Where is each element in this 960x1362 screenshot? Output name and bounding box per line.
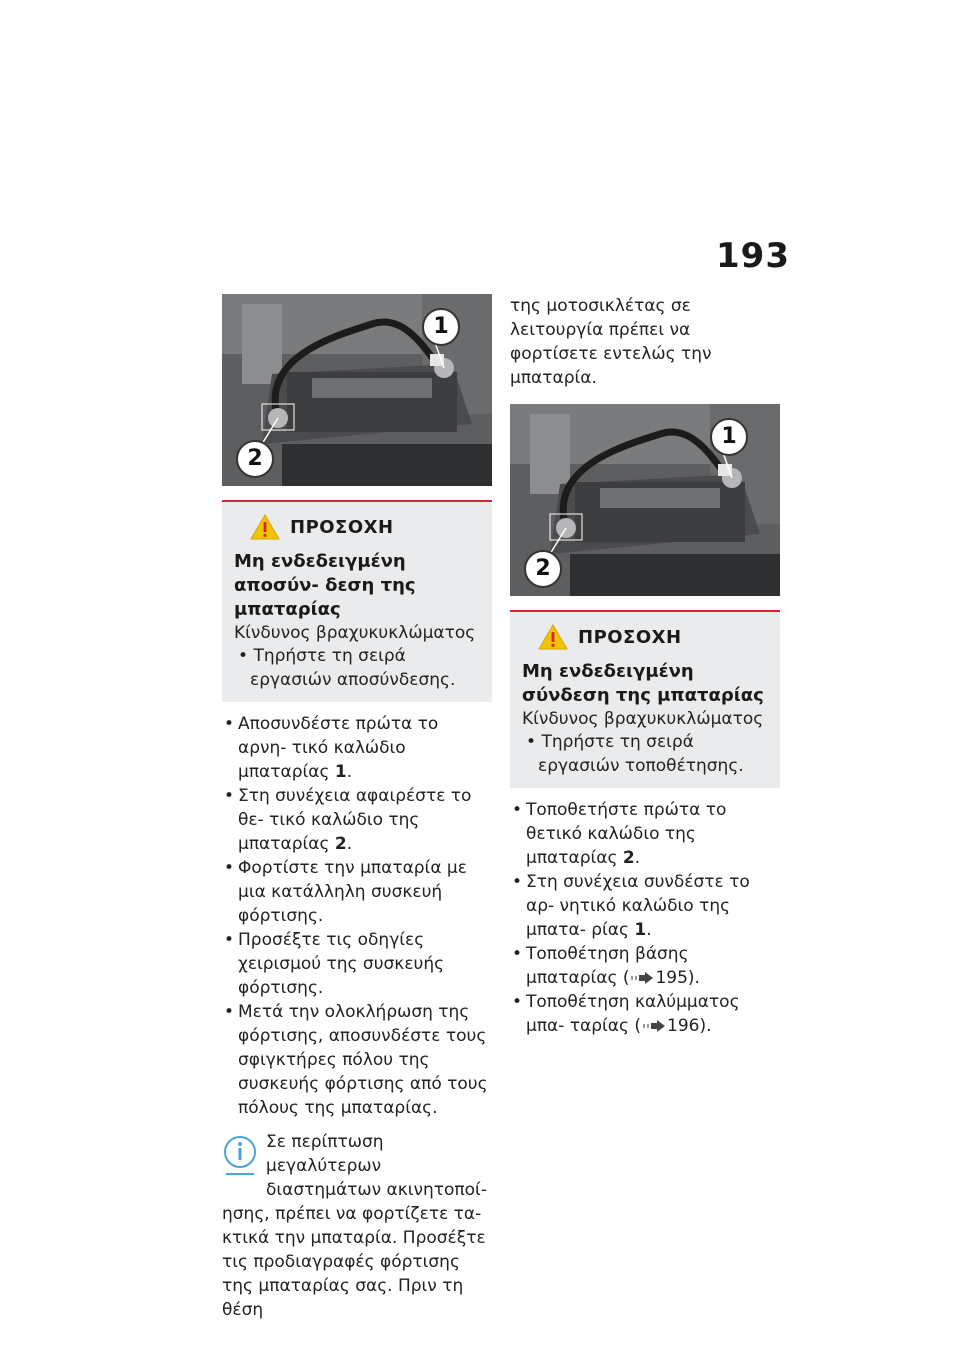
step-text: Τοποθέτηση βάσης μπαταρίας ( xyxy=(526,944,689,988)
left-column xyxy=(222,294,492,1322)
warning-title: ΠΡΟΣΟΧΗ xyxy=(578,626,682,648)
intro-text: της μοτοσικλέτας σε λειτουργία πρέπει να φορτίσετε εντελώς την μπαταρία. xyxy=(510,296,712,388)
callout-2: 2 xyxy=(236,440,274,478)
warning-step-text: Τηρήστε τη σειρά εργασιών αποσύνδεσης. xyxy=(250,646,456,690)
page-reference-link[interactable]: 195 xyxy=(655,968,688,988)
callout-1: 1 xyxy=(710,418,748,456)
warning-title: ΠΡΟΣΟΧΗ xyxy=(290,516,394,538)
list-item xyxy=(510,870,780,942)
list-item xyxy=(222,784,492,856)
warning-subtitle: Μη ενδεδειγμένη αποσύν- δεση της μπαταρίας xyxy=(234,551,416,620)
removal-steps-list xyxy=(222,712,492,1120)
list-item xyxy=(510,942,780,990)
step-text: Φορτίστε την μπαταρία με μια κατάλληλη συσκευή φόρτισης. xyxy=(238,858,467,926)
warning-header xyxy=(250,514,482,540)
step-text: Τοποθετήστε πρώτα το θετικό καλώδιο της μπαταρίας xyxy=(526,800,727,868)
list-item xyxy=(222,1000,492,1120)
page-reference-link[interactable]: 196 xyxy=(667,1016,700,1036)
warning-header xyxy=(538,624,770,650)
installation-steps-list xyxy=(510,798,780,1038)
page-number: 193 xyxy=(716,236,790,276)
battery-photo-installation xyxy=(510,404,780,596)
step-text: Μετά την ολοκλήρωση της φόρτισης, αποσυνδέστε τους σφιγκτήρες πόλου της συσκευής φόρτισης από τους πόλους της μπαταρίας. xyxy=(238,1002,488,1118)
list-item xyxy=(222,712,492,784)
list-item xyxy=(510,990,780,1038)
step-ref-number: 1 xyxy=(334,762,347,782)
list-item xyxy=(222,856,492,928)
list-item xyxy=(510,798,780,870)
step-ref-number: 2 xyxy=(334,834,347,854)
step-tail: . xyxy=(634,848,641,868)
warning-subtitle: Μη ενδεδειγμένη σύνδεση της μπαταρίας xyxy=(522,661,764,706)
step-ref-number: 1 xyxy=(634,920,647,940)
step-tail: ). xyxy=(699,1016,712,1036)
warning-triangle-icon xyxy=(538,624,568,650)
step-tail: . xyxy=(346,762,353,782)
step-tail: . xyxy=(346,834,353,854)
battery-photo-removal xyxy=(222,294,492,486)
step-text: Στη συνέχεια συνδέστε το αρ- νητικό καλώδιο της μπατα- ρίας xyxy=(526,872,750,940)
list-item xyxy=(222,928,492,1000)
warning-step: • Τηρήστε τη σειρά εργασιών τοποθέτησης. xyxy=(526,732,744,776)
step-text: Στη συνέχεια αφαιρέστε το θε- τικό καλώδιο της μπαταρίας xyxy=(238,786,472,854)
info-icon xyxy=(222,1134,258,1180)
right-column xyxy=(510,294,780,1038)
warning-risk: Κίνδυνος βραχυκυκλώματος xyxy=(522,709,764,729)
step-ref-number: 2 xyxy=(622,848,635,868)
callout-1: 1 xyxy=(422,308,460,346)
warning-step: • Τηρήστε τη σειρά εργασιών αποσύνδεσης. xyxy=(238,646,456,690)
warning-risk: Κίνδυνος βραχυκυκλώματος xyxy=(234,623,476,643)
info-note xyxy=(222,1130,492,1322)
warning-box-connect xyxy=(510,610,780,788)
warning-step-text: Τηρήστε τη σειρά εργασιών τοποθέτησης. xyxy=(538,732,744,776)
page-reference-arrow-icon xyxy=(631,972,653,984)
callout-2: 2 xyxy=(524,550,562,588)
step-text: Αποσυνδέστε πρώτα το αρνη- τικό καλώδιο μπαταρίας xyxy=(238,714,439,782)
page-reference-arrow-icon xyxy=(643,1020,665,1032)
warning-triangle-icon xyxy=(250,514,280,540)
warning-box-disconnect xyxy=(222,500,492,702)
step-tail: ). xyxy=(687,968,700,988)
step-tail: . xyxy=(646,920,652,940)
step-text: Προσέξτε τις οδηγίες χειρισμού της συσκευής φόρτισης. xyxy=(238,930,445,998)
step-text: Τοποθέτηση καλύμματος μπα- ταρίας ( xyxy=(526,992,740,1036)
info-note-text: Σε περίπτωση μεγαλύτερων διαστημάτων ακινητοποί- ησης, πρέπει να φορτίζετε τα- κτικά την μπαταρία. Προσέξτε τις προδιαγραφές φόρτισης της μπαταρίας σας. Πριν τη θέση xyxy=(222,1132,487,1320)
